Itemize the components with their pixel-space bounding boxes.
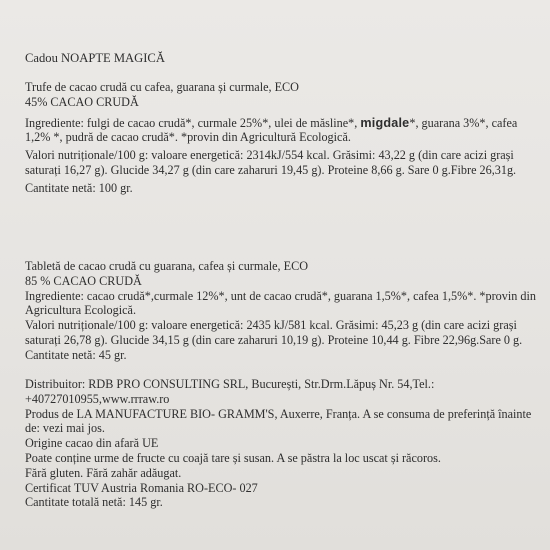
free-from-info: Fără gluten. Fără zahăr adăugat. [25,465,182,480]
product2-ingredients: Ingrediente: cacao crudă*,curmale 12%*, unt de cacao crudă*, guarana 1,5%*, cafea 1,5%*. *provin din Agricultura Ecologică. [25,288,536,318]
product1-name: Trufe de cacao crudă cu cafea, guarana și curmale, ECO [25,80,299,94]
product2-percent: 85 % CACAO CRUDĂ [25,273,142,288]
producer-info: Produs de LA MANUFACTURE BIO- GRAMM'S, Auxerre, Franța. A se consuma de preferință înainte de: vezi mai jos. [25,406,532,436]
total-net-quantity: Cantitate totală netă: 145 gr. [25,495,163,510]
product2-name: Tabletă de cacao crudă cu guarana, cafea și curmale, ECO [25,259,309,273]
product1-ingredients-end: *, guarana 3%*, cafea 1,2% *, pudră de cacao crudă*. *provin din Agricultură Ecologică. [25,115,518,145]
product1-percent: 45% CACAO CRUDĂ [25,94,139,109]
footer-section [25,377,540,510]
product1-ingredients [25,116,540,146]
product2-net-quantity: Cantitate netă: 45 gr. [25,347,127,362]
gift-title: Cadou NOAPTE MAGICĂ [25,51,165,65]
cacao-origin: Origine cacao din afară UE [25,436,159,451]
product1-ingredients-start: Ingrediente: fulgi de cacao crudă*, curmale 25%*, ulei de măsline*, [25,115,361,130]
product1-nutrition: Valori nutriționale/100 g: valoare energetică: 2314kJ/554 kcal. Grăsimi: 43,22 g (din care acizi grași saturați 16,27 g). Glucide 34,27 g (din care zaharuri 19,45 g). Proteine 8,66 g. Sare 0 g.Fibre 26,31g. [25,148,517,177]
product1-section [25,80,540,196]
product2-nutrition: Valori nutriționale/100 g: valoare energetică: 2435 kJ/581 kcal. Grăsimi: 45,23 g (din care acizi grași saturați 26,78 g). Glucide 34,15 g (din care zaharuri 10,19 g). Proteine 10,44 g. Fibre 22,96g.Sare 0 g. [25,318,523,347]
migdale-brand-word: migdale [360,115,410,130]
distributor-info: Distribuitor: RDB PRO CONSULTING SRL, București, Str.Drm.Lăpuș Nr. 54,Tel.: +40727010955,www.rrraw.ro [25,377,435,406]
certificate-info: Certificat TUV Austria Romania RO-ECO- 027 [25,480,258,495]
allergen-storage-info: Poate conține urme de fructe cu coajă tare și susan. A se păstra la loc uscat și răcoros. [25,450,441,465]
product1-net-quantity: Cantitate netă: 100 gr. [25,180,133,195]
product2-section [25,259,540,363]
